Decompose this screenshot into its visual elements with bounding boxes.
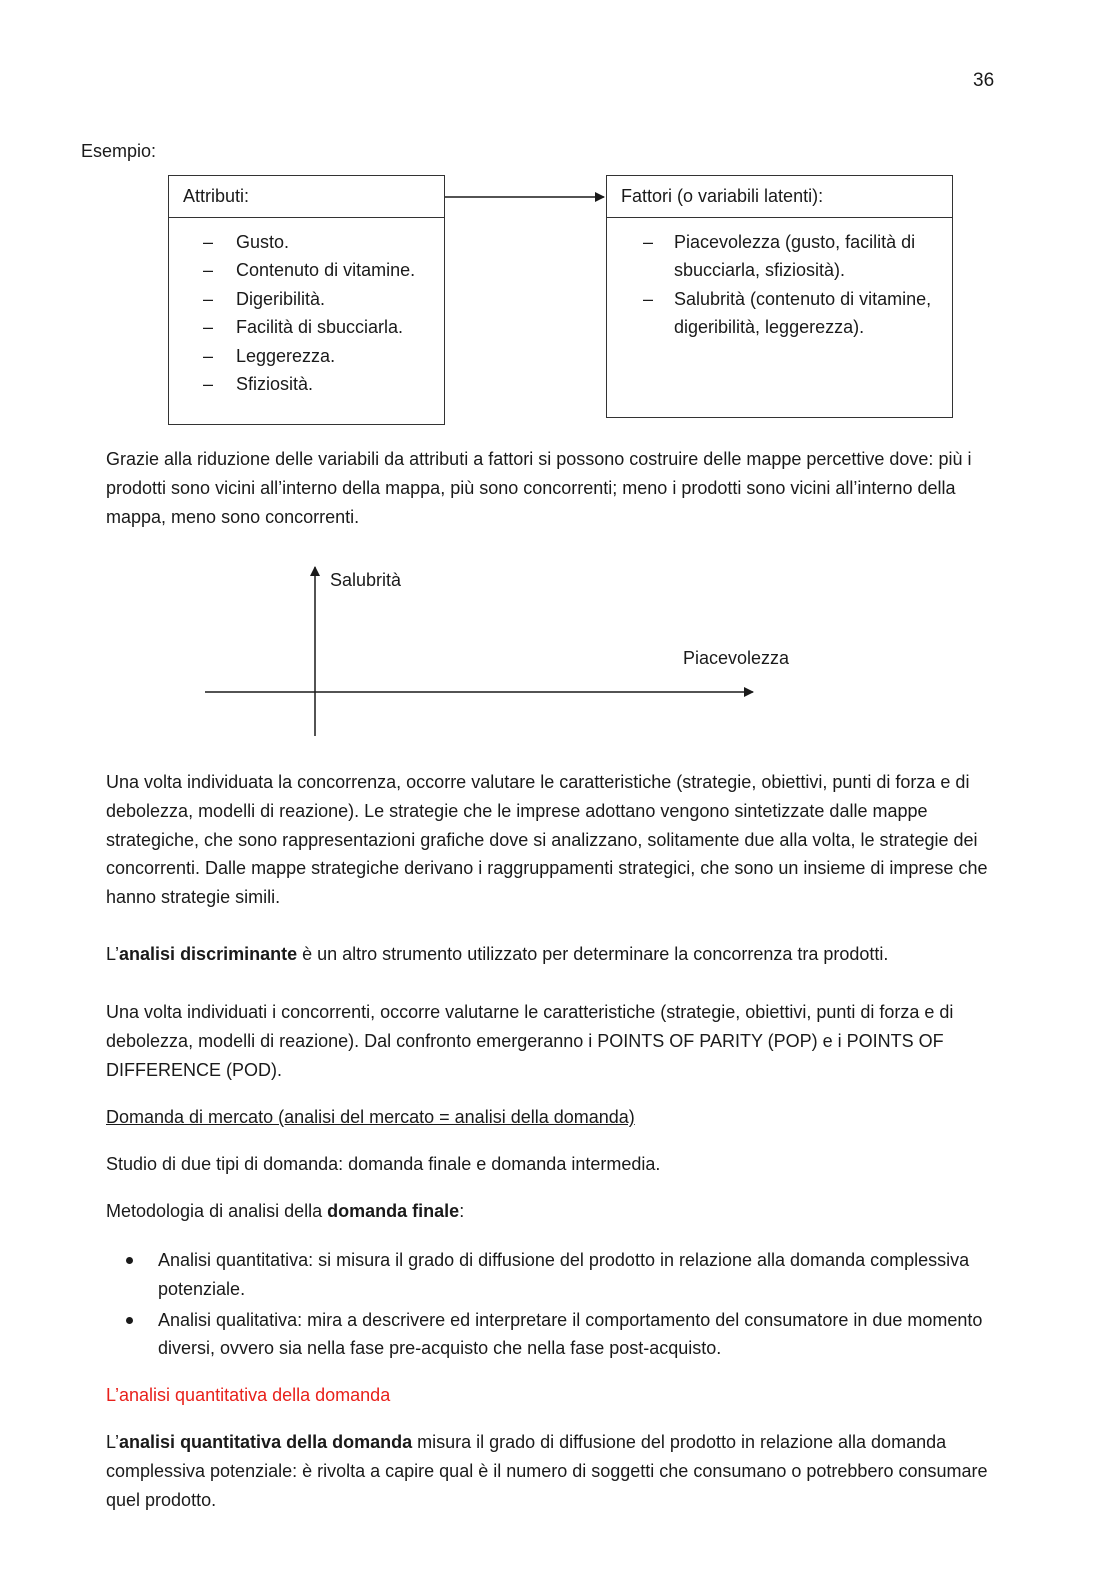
page-number: 36 bbox=[973, 70, 995, 91]
factors-title: Fattori (o variabili latenti): bbox=[607, 176, 952, 218]
methodology-paragraph: Metodologia di analisi della domanda finale: bbox=[106, 1201, 465, 1221]
demand-heading: Domanda di mercato (analisi del mercato = analisi della domanda) bbox=[106, 1107, 635, 1127]
x-axis-label: Piacevolezza bbox=[683, 648, 790, 668]
list-item: – Piacevolezza (gusto, facilità di sbucciarla, sfiziosità). bbox=[643, 228, 940, 285]
bold-term: analisi discriminante bbox=[119, 944, 298, 964]
list-item: – Contenuto di vitamine. bbox=[203, 256, 444, 284]
dash-bullet: – bbox=[203, 345, 214, 366]
list-item: – Digeribilità. bbox=[203, 285, 444, 313]
y-axis-label: Salubrità bbox=[330, 570, 402, 590]
competition-paragraph: Una volta individuata la concorrenza, occorre valutare le caratteristiche (strategie, obiettivi, punti di forza e di debolezza, modelli di reazione). Le strategie che le imprese adottano vengono sintetizzate dalle mappe strategiche, che sono rappresentazioni grafiche dove si analizzano, solitamente due alla volta, le strategie dei concorrenti. Dalle mappe strategiche derivano i raggruppamenti strategici, che sono un insieme di imprese che hanno strategie simili. bbox=[106, 772, 988, 908]
competitors-paragraph: Una volta individuati i concorrenti, occorre valutarne le caratteristiche (strategie, obiettivi, punti di forza e di debolezza, modelli di reazione). Dal confronto emergeranno i POINTS OF PARITY (POP) e i POINTS OF DIFFERENCE (POD). bbox=[106, 1002, 954, 1080]
demand-types-paragraph: Studio di due tipi di domanda: domanda finale e domanda intermedia. bbox=[106, 1154, 661, 1174]
list-item: Analisi qualitativa: mira a descrivere ed interpretare il comportamento del consumatore in due momento diversi, ovvero sia nella fase pre-acquisto che nella fase post-acquisto. bbox=[106, 1306, 1006, 1364]
bullet-dot bbox=[126, 1257, 133, 1264]
example-label: Esempio: bbox=[81, 141, 157, 161]
quantitative-heading: L’analisi quantitativa della domanda bbox=[106, 1385, 391, 1405]
dash-bullet: – bbox=[643, 232, 654, 252]
list-item: – Leggerezza. bbox=[203, 342, 444, 370]
dash-bullet: – bbox=[203, 374, 214, 395]
dash-bullet: – bbox=[203, 317, 214, 338]
list-item: Analisi quantitativa: si misura il grado di diffusione del prodotto in relazione alla domanda complessiva potenziale. bbox=[106, 1246, 1006, 1304]
dash-bullet: – bbox=[643, 288, 654, 309]
dash-bullet: – bbox=[203, 232, 214, 252]
bullet-dot bbox=[126, 1317, 133, 1324]
dash-bullet: – bbox=[203, 288, 214, 309]
dash-bullet: – bbox=[203, 260, 214, 281]
map-intro-paragraph: Grazie alla riduzione delle variabili da attributi a fattori si possono costruire delle mappe percettive dove: più i prodotti sono vicini all’interno della mappa, più sono concorrenti; meno i prodotti sono vicini all’interno della mappa, meno sono concorrenti. bbox=[106, 449, 972, 527]
discriminant-paragraph: L’analisi discriminante è un altro strumento utilizzato per determinare la concorrenza tra prodotti. bbox=[106, 944, 889, 964]
attributes-title: Attributi: bbox=[169, 176, 444, 218]
list-item: – Facilità di sbucciarla. bbox=[203, 313, 444, 341]
methodology-bullets bbox=[106, 1246, 1006, 1365]
list-item: – Salubrità (contenuto di vitamine, digeribilità, leggerezza). bbox=[643, 285, 940, 342]
list-item: – Sfiziosità. bbox=[203, 370, 444, 398]
list-item: – Gusto. bbox=[203, 228, 444, 256]
bold-term: domanda finale bbox=[327, 1201, 460, 1221]
bold-term: analisi quantitativa della domanda bbox=[119, 1432, 413, 1452]
quantitative-paragraph: L’analisi quantitativa della domanda misura il grado di diffusione del prodotto in relazione alla domanda complessiva potenziale: è rivolta a capire qual è il numero di soggetti che consumano o potrebbero consumare quel prodotto. bbox=[106, 1432, 988, 1510]
